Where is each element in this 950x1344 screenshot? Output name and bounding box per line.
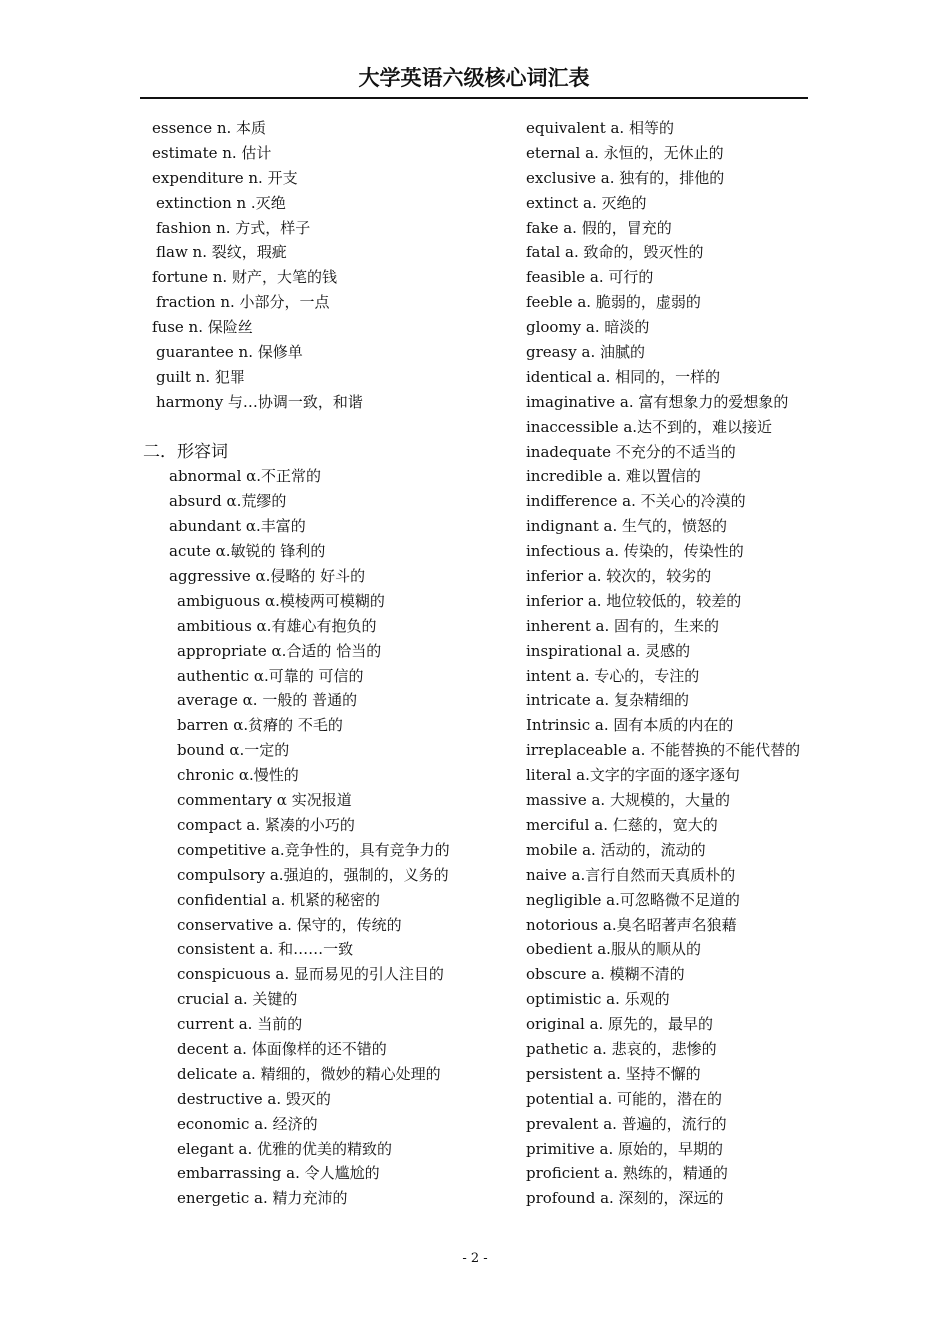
vocab-entry: absurd α.荒缪的 <box>169 492 287 511</box>
vocab-entry: average α. 一般的 普通的 <box>177 691 358 710</box>
vocab-entry: intricate a. 复杂精细的 <box>526 691 689 710</box>
vocab-entry: indifference a. 不关心的冷漠的 <box>526 492 746 511</box>
vocab-entry: indignant a. 生气的，愤怒的 <box>526 517 727 536</box>
vocab-entry: exclusive a. 独有的，排他的 <box>526 168 725 187</box>
vocab-entry: fashion n. 方式，样子 <box>156 218 311 237</box>
adjective-list-group1 <box>152 464 512 588</box>
vocab-entry: fraction n. 小部分，一点 <box>156 293 330 312</box>
vocab-entry: decent a. 体面像样的还不错的 <box>177 1039 387 1058</box>
vocab-entry: inferior a. 地位较低的，较差的 <box>526 591 742 610</box>
vocab-entry: guarantee n. 保修单 <box>156 343 303 362</box>
vocab-entry: current a. 当前的 <box>177 1015 303 1034</box>
vocab-entry: abnormal α.不正常的 <box>169 467 322 486</box>
vocab-entry: destructive a. 毁灭的 <box>177 1089 331 1108</box>
vocab-entry: competitive a.竞争性的，具有竞争力的 <box>177 840 450 859</box>
vocab-entry: Intrinsic a. 固有本质的内在的 <box>526 716 734 735</box>
left-column <box>143 116 512 1211</box>
vocab-entry: chronic α.慢性的 <box>177 766 299 785</box>
vocab-entry: authentic α.可靠的 可信的 <box>177 666 364 685</box>
vocab-entry: inferior a. 较次的，较劣的 <box>526 567 712 586</box>
vocab-entry: elegant a. 优雅的优美的精致的 <box>177 1139 393 1158</box>
vocab-entry: expenditure n. 开支 <box>152 168 298 187</box>
vocab-entry: flaw n. 裂纹，瑕疵 <box>156 243 287 262</box>
vocab-entry: bound α.一定的 <box>177 741 290 760</box>
vocab-entry: eternal a. 永恒的，无休止的 <box>526 143 724 162</box>
vocab-entry: fortune n. 财产，大笔的钱 <box>152 268 337 287</box>
vocab-entry: incredible a. 难以置信的 <box>526 467 701 486</box>
vocab-entry: profound a. 深刻的，深远的 <box>526 1189 724 1208</box>
vocab-entry: estimate n. 估计 <box>152 143 272 162</box>
vocab-entry: embarrassing a. 令人尴尬的 <box>177 1164 380 1183</box>
adjective-list-group2 <box>152 589 512 1211</box>
vocab-entry: confidential a. 机紧的秘密的 <box>177 890 381 909</box>
vocab-entry: appropriate α.合适的 恰当的 <box>177 641 382 660</box>
vocab-entry: fuse n. 保险丝 <box>152 318 253 337</box>
section-spacer <box>152 415 512 440</box>
vocab-entry: aggressive α.侵略的 好斗的 <box>169 567 366 586</box>
vocab-entry: merciful a. 仁慈的，宽大的 <box>526 815 718 834</box>
vocab-entry: greasy a. 油腻的 <box>526 343 646 362</box>
vocab-entry: obedient a.服从的顺从的 <box>526 940 701 959</box>
vocab-entry: infectious a. 传染的，传染性的 <box>526 542 744 561</box>
vocab-entry: proficient a. 熟练的，精通的 <box>526 1164 728 1183</box>
vocab-entry: acute α.敏锐的 锋利的 <box>169 542 326 561</box>
vocab-entry: commentary α 实况报道 <box>177 791 352 810</box>
vocab-entry: pathetic a. 悲哀的，悲惨的 <box>526 1039 717 1058</box>
vocab-entry: mobile a. 活动的，流动的 <box>526 840 706 859</box>
vocab-entry: inadequate 不充分的不适当的 <box>526 442 736 461</box>
vocab-entry: persistent a. 坚持不懈的 <box>526 1064 701 1083</box>
right-column <box>526 116 816 1211</box>
vocab-entry: fatal a. 致命的，毁灭性的 <box>526 243 704 262</box>
vocab-entry: obscure a. 模糊不清的 <box>526 965 685 984</box>
vocab-entry: compulsory a.强迫的，强制的，义务的 <box>177 865 449 884</box>
vocab-entry: barren α.贫瘠的 不毛的 <box>177 716 343 735</box>
vocab-entry: potential a. 可能的，潜在的 <box>526 1089 723 1108</box>
vocab-entry: conservative a. 保守的，传统的 <box>177 915 402 934</box>
section-heading: 二．形容词 <box>143 441 228 462</box>
vocab-entry: irreplaceable a. 不能替换的不能代替的 <box>526 741 801 760</box>
vocab-entry: inspirational a. 灵感的 <box>526 641 691 660</box>
vocab-entry: feeble a. 脆弱的，虚弱的 <box>526 293 701 312</box>
vocab-entry: economic a. 经济的 <box>177 1114 318 1133</box>
vocab-entry: identical a. 相同的，一样的 <box>526 367 721 386</box>
vocab-entry: ambitious α.有雄心有抱负的 <box>177 616 377 635</box>
vocab-entry: crucial a. 关键的 <box>177 990 298 1009</box>
vocab-entry: consistent a. 和……一致 <box>177 940 354 959</box>
page-title: 大学英语六级核心词汇表 <box>358 66 590 90</box>
vocab-entry: gloomy a. 暗淡的 <box>526 318 650 337</box>
page-number: - 2 - <box>462 1251 488 1266</box>
vocab-entry: compact a. 紧凑的小巧的 <box>177 815 355 834</box>
vocab-entry: delicate a. 精细的，微妙的精心处理的 <box>177 1064 441 1083</box>
vocab-entry: feasible a. 可行的 <box>526 268 654 287</box>
vocab-entry: massive a. 大规模的，大量的 <box>526 791 730 810</box>
vocab-entry: prevalent a. 普遍的，流行的 <box>526 1114 727 1133</box>
vocab-entry: inherent a. 固有的，生来的 <box>526 616 719 635</box>
vocab-entry: extinct a. 灭绝的 <box>526 193 647 212</box>
vocab-entry: essence n. 本质 <box>152 119 267 137</box>
vocab-entry: original a. 原先的，最早的 <box>526 1015 714 1034</box>
vocab-entry: energetic a. 精力充沛的 <box>177 1189 348 1208</box>
vocab-entry: extinction n .灭绝 <box>156 193 286 212</box>
vocab-entry: primitive a. 原始的，早期的 <box>526 1139 724 1158</box>
vocab-entry: imaginative a. 富有想象力的爱想象的 <box>526 392 789 411</box>
vocab-entry: intent a. 专心的，专注的 <box>526 666 700 685</box>
vocab-entry: harmony 与…协调一致，和谐 <box>156 392 363 411</box>
noun-list <box>152 116 512 415</box>
vocab-entry: notorious a.臭名昭著声名狼藉 <box>526 915 737 934</box>
vocab-entry: ambiguous α.模棱两可模糊的 <box>177 591 385 610</box>
vocab-entry: guilt n. 犯罪 <box>156 367 245 386</box>
vocab-entry: negligible a.可忽略微不足道的 <box>526 890 740 909</box>
vocab-entry: optimistic a. 乐观的 <box>526 990 670 1009</box>
vocab-entry: equivalent a. 相等的 <box>526 119 674 137</box>
vocab-entry: naive a.言行自然而天真质朴的 <box>526 865 736 884</box>
vocab-entry: inaccessible a.达不到的，难以接近 <box>526 417 773 436</box>
vocab-entry: abundant α.丰富的 <box>169 517 306 536</box>
header-rule <box>140 97 808 99</box>
vocab-entry: conspicuous a. 显而易见的引人注目的 <box>177 965 444 984</box>
vocab-entry: literal a.文字的字面的逐字逐句 <box>526 766 740 785</box>
vocab-entry: fake a. 假的，冒充的 <box>526 218 672 237</box>
